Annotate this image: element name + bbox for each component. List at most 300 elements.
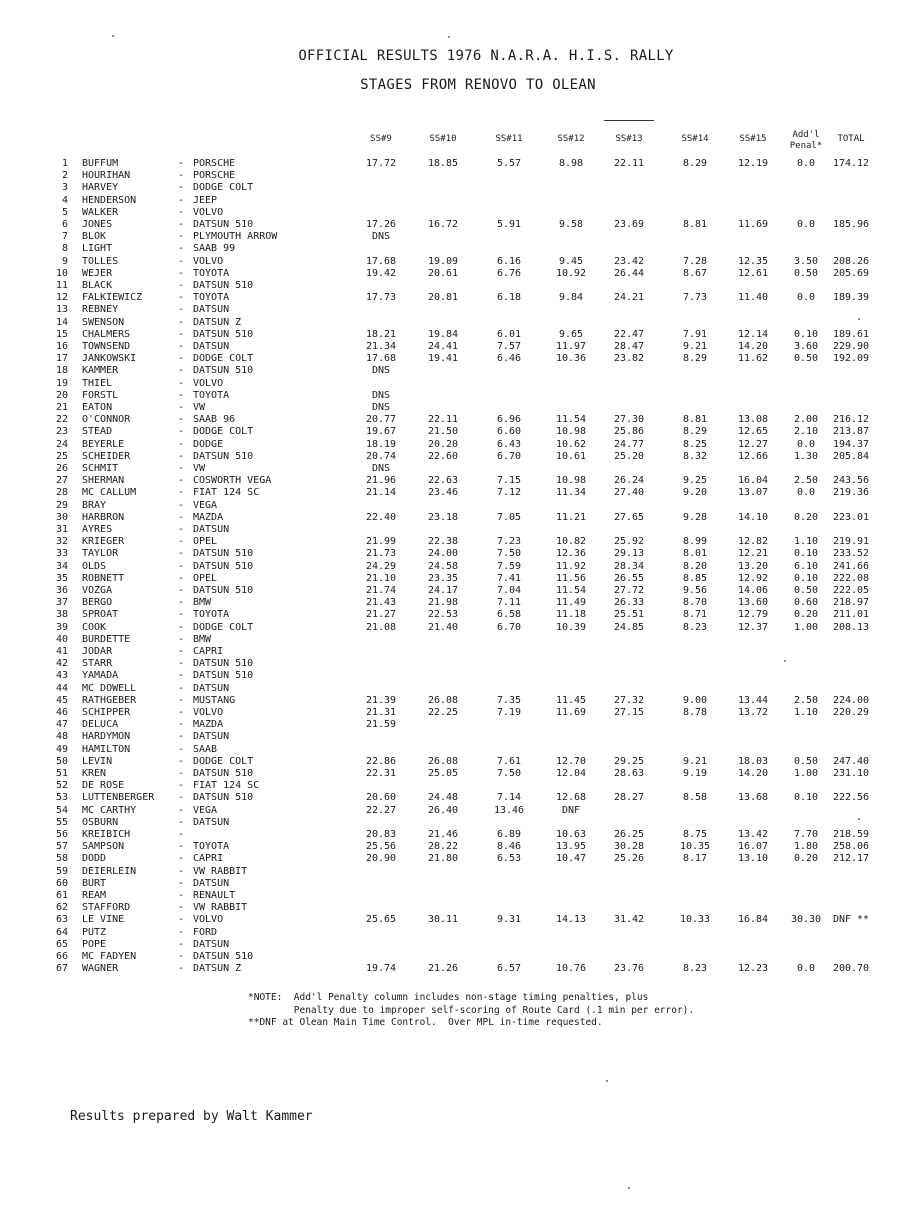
table-row	[0, 853, 900, 865]
car-model: FIAT 124 SC	[193, 487, 260, 499]
stage-time: 25.26	[613, 853, 645, 865]
stage-time: 16.07	[737, 841, 769, 853]
separator-dash: -	[178, 670, 185, 682]
driver-name: ROBNETT	[82, 572, 125, 584]
stage-time: 12.65	[737, 426, 769, 438]
table-row	[0, 902, 900, 914]
entry-number: 56	[55, 829, 68, 840]
driver-name: WALKER	[82, 206, 119, 218]
driver-name: HARVEY	[82, 182, 119, 194]
stage-time: 21.59	[365, 719, 397, 731]
entry-number: 39	[55, 621, 68, 633]
stage-time: 12.79	[737, 609, 769, 621]
car-model: FIAT 124 SC	[193, 780, 260, 792]
stage-time: 13.44	[737, 694, 769, 706]
car-model: CAPRI	[193, 646, 224, 657]
stage-time: DNS	[371, 231, 391, 243]
stage-time: 7.91	[682, 328, 708, 340]
stage-time: 13.72	[737, 707, 769, 718]
entry-number: 2	[61, 170, 68, 182]
stage-time: 25.92	[613, 536, 645, 548]
stage-time: 20.77	[365, 414, 397, 426]
stage-time: 12.37	[737, 621, 769, 633]
stage-time: 12.68	[555, 792, 587, 804]
stage-time: 13.07	[737, 487, 769, 499]
stage-time: 22.38	[427, 536, 459, 548]
car-model: VOLVO	[193, 707, 224, 718]
separator-dash: -	[178, 938, 185, 950]
stage-time: 22.11	[613, 158, 645, 169]
car-model: TOYOTA	[193, 609, 230, 621]
entry-number: 19	[55, 377, 68, 389]
table-row	[0, 805, 900, 817]
stage-time: 14.06	[737, 585, 769, 596]
entry-number: 22	[55, 414, 68, 426]
driver-name: STAFFORD	[82, 902, 131, 914]
stage-time: 208.26	[832, 255, 870, 267]
stage-time: 21.26	[427, 963, 459, 975]
stage-time: 23.35	[427, 572, 459, 584]
stage-time: 8.01	[682, 548, 708, 560]
stage-time: 247.40	[832, 755, 870, 767]
entry-number: 6	[61, 219, 68, 230]
driver-name: CHALMERS	[82, 328, 131, 340]
stage-time: 11.97	[555, 341, 587, 352]
separator-dash: -	[178, 658, 185, 670]
stage-time: 218.59	[832, 829, 870, 840]
driver-name: JANKOWSKI	[82, 353, 137, 365]
stage-time: 0.0	[796, 219, 816, 230]
stage-time: 233.52	[832, 548, 870, 560]
entry-number: 63	[55, 914, 68, 926]
stage-time: 7.19	[496, 707, 522, 718]
car-model: OPEL	[193, 572, 218, 584]
separator-dash: -	[178, 475, 185, 487]
stage-time: 8.17	[682, 853, 708, 865]
driver-name: KREN	[82, 768, 107, 779]
stage-time: 0.60	[793, 597, 819, 609]
stage-time: 8.58	[682, 792, 708, 804]
stage-time: 7.04	[496, 585, 522, 596]
column-header: SS#13	[615, 134, 643, 144]
driver-name: JODAR	[82, 646, 113, 657]
separator-dash: -	[178, 719, 185, 731]
stage-time: 200.70	[832, 963, 870, 975]
entry-number: 61	[55, 890, 68, 901]
entry-number: 9	[61, 255, 68, 267]
driver-name: LE VINE	[82, 914, 125, 926]
separator-dash: -	[178, 524, 185, 535]
car-model: TOYOTA	[193, 389, 230, 401]
stage-time: 25.65	[365, 914, 397, 926]
stage-time: 17.68	[365, 255, 397, 267]
table-row	[0, 170, 900, 182]
table-row	[0, 182, 900, 194]
table-row	[0, 744, 900, 756]
stage-time: 10.98	[555, 475, 587, 487]
stage-time: 23.82	[613, 353, 645, 365]
stage-time: 13.20	[737, 560, 769, 572]
driver-name: BUFFUM	[82, 158, 119, 169]
stage-time: 29.25	[613, 755, 645, 767]
stage-time: 20.61	[427, 267, 459, 279]
stage-time: 8.25	[682, 438, 708, 450]
separator-dash: -	[178, 682, 185, 694]
table-row	[0, 207, 900, 219]
stage-time: 9.28	[682, 511, 708, 523]
separator-dash: -	[178, 731, 185, 743]
table-row	[0, 390, 900, 402]
driver-name: STEAD	[82, 426, 113, 438]
driver-name: RATHGEBER	[82, 694, 137, 706]
stage-time: 24.00	[427, 548, 459, 560]
driver-name: AYRES	[82, 524, 113, 535]
separator-dash: -	[178, 365, 185, 377]
stage-time: 30.11	[427, 914, 459, 926]
separator-dash: -	[178, 621, 185, 633]
stage-time: 20.83	[365, 829, 397, 840]
stage-time: 9.31	[496, 914, 522, 926]
driver-name: TAYLOR	[82, 548, 119, 560]
table-row	[0, 878, 900, 890]
driver-name: POPE	[82, 938, 107, 950]
stage-time: 10.62	[555, 438, 587, 450]
stage-time: 23.42	[613, 255, 645, 267]
car-model: DODGE COLT	[193, 755, 254, 767]
car-model: DATSUN 510	[193, 548, 254, 560]
separator-dash: -	[178, 707, 185, 718]
table-row	[0, 548, 900, 560]
scan-speck	[628, 1187, 630, 1189]
stage-time: 12.36	[555, 548, 587, 560]
stage-time: 13.46	[493, 804, 525, 816]
stage-time: 18.21	[365, 328, 397, 340]
stage-time: 16.72	[427, 219, 459, 230]
column-header: SS#14	[681, 134, 709, 144]
stage-time: 10.36	[555, 353, 587, 365]
entry-number: 8	[61, 243, 68, 255]
stage-time: 11.56	[555, 572, 587, 584]
stage-time: 23.76	[613, 963, 645, 975]
separator-dash: -	[178, 158, 185, 169]
stage-time: 8.29	[682, 158, 708, 169]
driver-name: MC DOWELL	[82, 682, 137, 694]
stage-time: 19.09	[427, 255, 459, 267]
stage-time: 7.61	[496, 755, 522, 767]
separator-dash: -	[178, 597, 185, 609]
stage-time: 12.61	[737, 267, 769, 279]
car-model: DATSUN	[193, 341, 230, 352]
stage-time: 24.58	[427, 560, 459, 572]
stage-time: 6.46	[496, 353, 522, 365]
table-row	[0, 341, 900, 353]
stage-time: 8.85	[682, 572, 708, 584]
stage-time: 13.95	[555, 841, 587, 853]
entry-number: 32	[55, 536, 68, 548]
stage-time: 11.49	[555, 597, 587, 609]
stage-time: 26.25	[613, 829, 645, 840]
stage-time: 12.14	[737, 328, 769, 340]
entry-number: 24	[55, 438, 68, 450]
driver-name: HOURIHAN	[82, 170, 131, 182]
table-row	[0, 536, 900, 548]
separator-dash: -	[178, 548, 185, 560]
table-row	[0, 561, 900, 573]
driver-name: FORSTL	[82, 389, 119, 401]
separator-dash: -	[178, 487, 185, 499]
car-model: DODGE COLT	[193, 353, 254, 365]
car-model: DATSUN 510	[193, 658, 254, 670]
table-row	[0, 512, 900, 524]
stage-time: 21.08	[365, 621, 397, 633]
car-model: DATSUN	[193, 682, 230, 694]
separator-dash: -	[178, 255, 185, 267]
driver-name: KAMMER	[82, 365, 119, 377]
stage-time: 0.50	[793, 267, 819, 279]
entry-number: 5	[61, 206, 68, 218]
separator-dash: -	[178, 499, 185, 511]
table-row	[0, 439, 900, 451]
entry-number: 38	[55, 609, 68, 621]
driver-name: HENDERSON	[82, 194, 137, 206]
stage-time: 8.23	[682, 621, 708, 633]
car-model: DATSUN	[193, 938, 230, 950]
entry-number: 41	[55, 646, 68, 657]
driver-name: WAGNER	[82, 963, 119, 975]
stage-time: 26.40	[427, 804, 459, 816]
stage-time: 189.61	[832, 328, 870, 340]
stage-time: 8.20	[682, 560, 708, 572]
stage-time: 0.20	[793, 853, 819, 865]
footnote-line-1: *NOTE: Add'l Penalty column includes non-stage timing penalties, plus	[248, 992, 649, 1003]
driver-name: COOK	[82, 621, 107, 633]
driver-name: DODD	[82, 853, 107, 865]
driver-name: OSBURN	[82, 816, 119, 828]
driver-name: STARR	[82, 658, 113, 670]
stage-time: 26.33	[613, 597, 645, 609]
driver-name: SHERMAN	[82, 475, 125, 487]
separator-dash: -	[178, 560, 185, 572]
car-model: MAZDA	[193, 719, 224, 731]
stage-time: 3.60	[793, 341, 819, 352]
table-row	[0, 890, 900, 902]
driver-name: LIGHT	[82, 243, 113, 255]
stage-time: 213.87	[832, 426, 870, 438]
driver-name: JONES	[82, 219, 113, 230]
stage-time: 22.25	[427, 707, 459, 718]
entry-number: 3	[61, 182, 68, 194]
separator-dash: -	[178, 841, 185, 853]
stage-time: 29.13	[613, 548, 645, 560]
stage-time: 21.74	[365, 585, 397, 596]
stage-time: 27.40	[613, 487, 645, 499]
stage-time: 14.20	[737, 341, 769, 352]
stage-time: 11.18	[555, 609, 587, 621]
driver-name: MC CALLUM	[82, 487, 137, 499]
stage-time: 8.67	[682, 267, 708, 279]
stage-time: 9.00	[682, 694, 708, 706]
footnotes	[248, 992, 694, 1030]
stage-time: 185.96	[832, 219, 870, 230]
car-model: PLYMOUTH ARROW	[193, 231, 278, 243]
stage-time: 23.18	[427, 511, 459, 523]
car-model: VOLVO	[193, 255, 224, 267]
stage-time: 12.66	[737, 450, 769, 462]
table-row	[0, 243, 900, 255]
entry-number: 50	[55, 755, 68, 767]
separator-dash: -	[178, 463, 185, 474]
stage-time: 21.50	[427, 426, 459, 438]
table-row	[0, 792, 900, 804]
table-row	[0, 280, 900, 292]
stage-time: 7.28	[682, 255, 708, 267]
driver-name: YAMADA	[82, 670, 119, 682]
stage-time: 21.98	[427, 597, 459, 609]
driver-name: VOZGA	[82, 585, 113, 596]
driver-name: BLOK	[82, 231, 107, 243]
stage-time: 10.61	[555, 450, 587, 462]
stage-time: 18.03	[737, 755, 769, 767]
stage-time: 24.85	[613, 621, 645, 633]
driver-name: HAMILTON	[82, 743, 131, 755]
stage-time: 12.70	[555, 755, 587, 767]
stage-time: 0.20	[793, 609, 819, 621]
separator-dash: -	[178, 743, 185, 755]
page-title: OFFICIAL RESULTS 1976 N.A.R.A. H.I.S. RALLY	[298, 48, 674, 64]
stage-time: 21.27	[365, 609, 397, 621]
entry-number: 66	[55, 951, 68, 962]
stage-time: DNS	[371, 402, 391, 413]
driver-name: BLACK	[82, 280, 113, 291]
stage-time: 28.63	[613, 768, 645, 779]
table-row	[0, 317, 900, 329]
stage-time: 27.72	[613, 585, 645, 596]
separator-dash: -	[178, 755, 185, 767]
stage-time: 192.09	[832, 353, 870, 365]
stage-time: 7.05	[496, 511, 522, 523]
stage-time: 17.26	[365, 219, 397, 230]
entry-number: 64	[55, 926, 68, 938]
stage-time: 6.57	[496, 963, 522, 975]
stage-time: 17.68	[365, 353, 397, 365]
stage-time: 194.37	[832, 438, 870, 450]
stage-time: 8.75	[682, 829, 708, 840]
stage-time: 7.11	[496, 597, 522, 609]
stage-time: 23.46	[427, 487, 459, 499]
table-row	[0, 707, 900, 719]
stage-time: 21.31	[365, 707, 397, 718]
stage-time: 9.84	[558, 292, 584, 304]
stage-time: 9.21	[682, 341, 708, 352]
stage-time: 12.92	[737, 572, 769, 584]
stage-time: 12.04	[555, 768, 587, 779]
driver-name: OLDS	[82, 560, 107, 572]
stage-time: 20.20	[427, 438, 459, 450]
entry-number: 48	[55, 731, 68, 743]
stage-time: 8.71	[682, 609, 708, 621]
stage-time: 22.31	[365, 768, 397, 779]
stage-time: DNS	[371, 463, 391, 474]
stage-time: 12.82	[737, 536, 769, 548]
stage-time: 0.10	[793, 572, 819, 584]
car-model: DATSUN 510	[193, 670, 254, 682]
stage-time: 11.45	[555, 694, 587, 706]
entry-number: 57	[55, 841, 68, 853]
separator-dash: -	[178, 402, 185, 413]
stage-time: 24.17	[427, 585, 459, 596]
stage-time: 174.12	[832, 158, 870, 169]
table-row	[0, 622, 900, 634]
car-model: TOYOTA	[193, 841, 230, 853]
driver-name: SPROAT	[82, 609, 119, 621]
stage-time: DNF **	[832, 914, 870, 926]
stage-time: 21.40	[427, 621, 459, 633]
stage-time: 10.47	[555, 853, 587, 865]
separator-dash: -	[178, 511, 185, 523]
stage-time: 13.08	[737, 414, 769, 426]
stage-time: 22.53	[427, 609, 459, 621]
stage-time: 10.98	[555, 426, 587, 438]
stage-time: 11.40	[737, 292, 769, 304]
car-model: DODGE	[193, 438, 224, 450]
stage-time: 0.50	[793, 755, 819, 767]
stage-time: DNS	[371, 365, 391, 377]
stage-time: 14.13	[555, 914, 587, 926]
stage-time: 10.92	[555, 267, 587, 279]
stage-time: 17.72	[365, 158, 397, 169]
stage-time: 205.69	[832, 267, 870, 279]
stage-time: 27.15	[613, 707, 645, 718]
driver-name: SCHEIDER	[82, 450, 131, 462]
stage-time: 0.0	[796, 487, 816, 499]
stage-time: 18.19	[365, 438, 397, 450]
driver-name: BEYERLE	[82, 438, 125, 450]
car-model: BMW	[193, 633, 212, 645]
stage-time: 7.14	[496, 792, 522, 804]
entry-number: 16	[55, 341, 68, 352]
page-subtitle: STAGES FROM RENOVO TO OLEAN	[360, 77, 596, 93]
table-row	[0, 670, 900, 682]
driver-name: MC CARTHY	[82, 804, 137, 816]
driver-name: HARBRON	[82, 511, 125, 523]
stage-time: 10.63	[555, 829, 587, 840]
stage-time: 8.98	[558, 158, 584, 169]
stage-time: 20.90	[365, 853, 397, 865]
table-row	[0, 231, 900, 243]
entry-number: 67	[55, 963, 68, 975]
separator-dash: -	[178, 438, 185, 450]
results-credit: Results prepared by Walt Kammer	[70, 1109, 313, 1124]
stage-time: 25.86	[613, 426, 645, 438]
stage-time: 8.81	[682, 414, 708, 426]
stage-time: 211.01	[832, 609, 870, 621]
table-row	[0, 817, 900, 829]
stage-time: 28.47	[613, 341, 645, 352]
separator-dash: -	[178, 377, 185, 389]
table-row	[0, 658, 900, 670]
separator-dash: -	[178, 389, 185, 401]
table-row	[0, 585, 900, 597]
driver-name: REBNEY	[82, 304, 119, 316]
car-model: DODGE COLT	[193, 621, 254, 633]
driver-name: DELUCA	[82, 719, 119, 731]
table-row	[0, 914, 900, 926]
separator-dash: -	[178, 829, 185, 840]
entry-number: 29	[55, 499, 68, 511]
stage-time: 9.21	[682, 755, 708, 767]
stage-time: 0.10	[793, 548, 819, 560]
stage-time: 11.69	[737, 219, 769, 230]
